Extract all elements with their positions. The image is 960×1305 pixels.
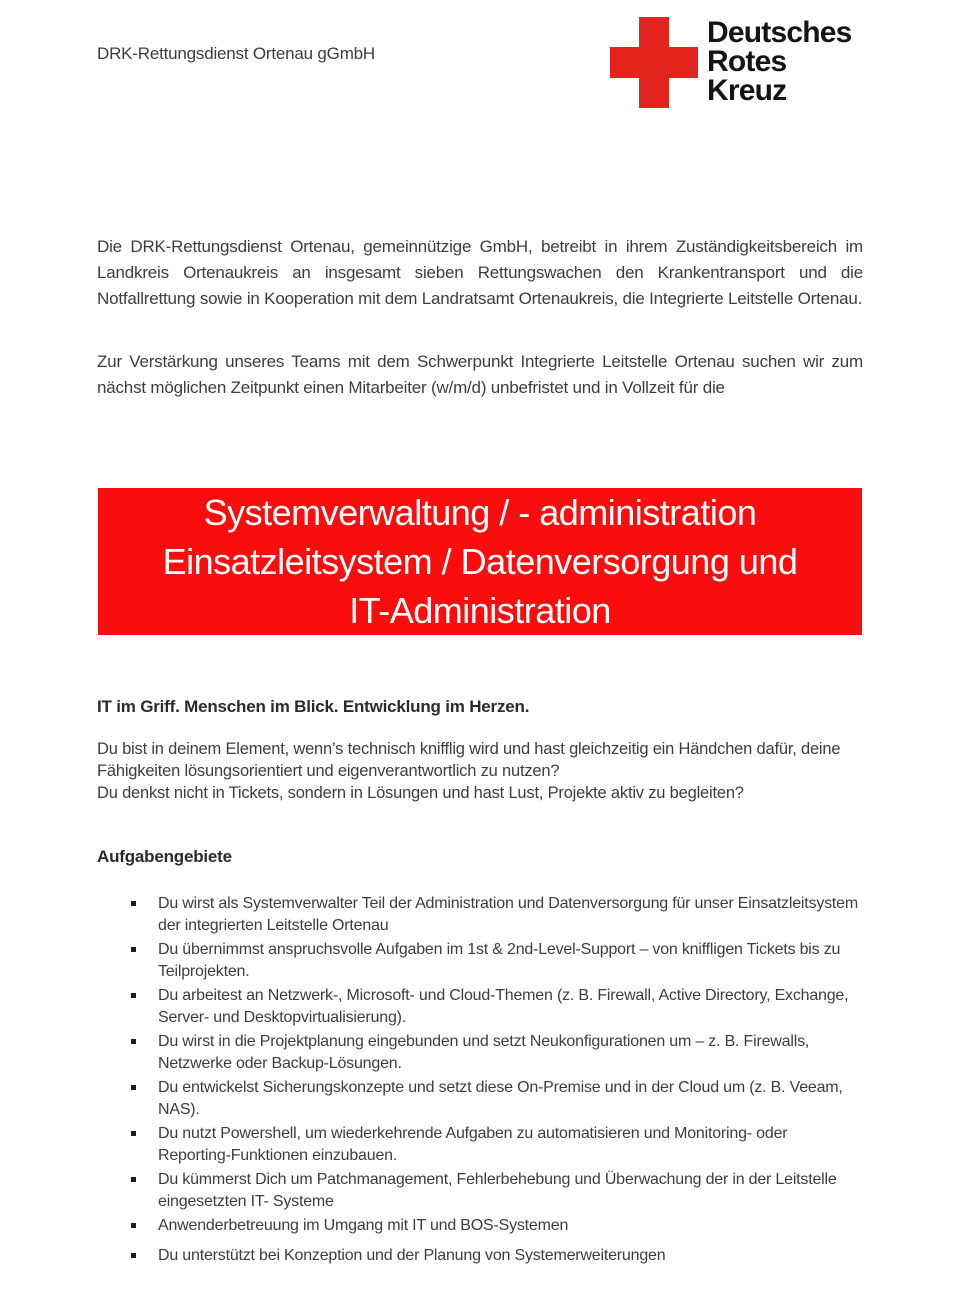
drk-logo <box>610 17 852 108</box>
task-item <box>131 1169 863 1213</box>
task-text: Du arbeitest an Netzwerk-, Microsoft- und Cloud-Themen (z. B. Firewall, Active Directory, Exchange, Server- und Desktopvirtualisierung). <box>158 987 849 1026</box>
job-title-line: IT-Administration <box>349 590 611 631</box>
task-item <box>131 1123 863 1167</box>
intro-paragraph-position: Zur Verstärkung unseres Teams mit dem Schwerpunkt Integrierte Leitstelle Ortenau suchen wir zum nächst möglichen Zeitpunkt einen Mitarbeiter (w/m/d) unbefristet und in Vollzeit für die <box>97 352 863 397</box>
intro-paragraph-company: Die DRK-Rettungsdienst Ortenau, gemeinnützige GmbH, betreibt in ihrem Zuständigkeitsbereich im Landkreis Ortenaukreis an insgesamt sieben Rettungswachen den Krankentransport und die Notfallrettung sowie in Kooperation mit dem Landratsamt Ortenaukreis, die Integrierte Leitstelle Ortenau. <box>97 237 863 308</box>
red-cross-icon <box>610 17 698 108</box>
tagline-heading: IT im Griff. Menschen im Blick. Entwicklung im Herzen. <box>97 697 530 716</box>
task-item <box>131 939 863 983</box>
red-cross-horizontal-bar <box>610 47 698 78</box>
task-item <box>131 893 863 937</box>
task-item <box>131 1245 863 1267</box>
job-title-line: Systemverwaltung / - administration <box>203 492 757 533</box>
task-text: Anwenderbetreuung im Umgang mit IT und BOS-Systemen <box>158 1217 569 1234</box>
task-item <box>131 1077 863 1121</box>
pitch-paragraph <box>97 739 867 804</box>
bullet-square-icon <box>131 1177 136 1182</box>
job-title-line: Einsatzleitsystem / Datenversorgung und <box>162 541 798 582</box>
bullet-square-icon <box>131 1085 136 1090</box>
logo-wordmark-line: Kreuz <box>707 74 787 107</box>
bullet-square-icon <box>131 947 136 952</box>
task-text: Du nutzt Powershell, um wiederkehrende Aufgaben zu automatisieren und Monitoring- oder Reporting-Funktionen einzubauen. <box>158 1125 788 1164</box>
task-text: Du kümmerst Dich um Patchmanagement, Fehlerbehebung und Überwachung der in der Leitstelle eingesetzten IT- Systeme <box>158 1171 837 1210</box>
logo-wordmark <box>707 18 852 105</box>
company-name: DRK-Rettungsdienst Ortenau gGmbH <box>97 44 376 63</box>
task-list <box>131 893 863 1275</box>
bullet-square-icon <box>131 1131 136 1136</box>
task-text: Du unterstützt bei Konzeption und der Planung von Systemerweiterungen <box>158 1247 666 1264</box>
job-title-banner <box>98 488 862 635</box>
task-item <box>131 985 863 1029</box>
bullet-square-icon <box>131 1223 136 1228</box>
task-text: Du wirst in die Projektplanung eingebunden und setzt Neukonfigurationen um – z. B. Firewalls, Netzwerke oder Backup-Lösungen. <box>158 1033 810 1072</box>
bullet-square-icon <box>131 1253 136 1258</box>
task-item <box>131 1031 863 1075</box>
task-item <box>131 1215 863 1237</box>
section-heading-aufgabengebiete: Aufgabengebiete <box>97 847 232 866</box>
pitch-line: Du bist in deinem Element, wenn’s technisch knifflig wird und hast gleichzeitig ein Händchen dafür, deine Fähigkeiten lösungsorientiert und eigenverantwortlich zu nutzen? <box>97 740 841 780</box>
logo-wordmark-line: Rotes <box>707 45 787 78</box>
task-text: Du wirst als Systemverwalter Teil der Administration und Datenversorgung für unser Einsatzleitsystem der integrierten Leitstelle Ortenau <box>158 895 859 934</box>
task-text: Du entwickelst Sicherungskonzepte und setzt diese On-Premise und in der Cloud um (z. B. Veeam, NAS). <box>158 1079 843 1118</box>
bullet-square-icon <box>131 901 136 906</box>
task-text: Du übernimmst anspruchsvolle Aufgaben im 1st & 2nd-Level-Support – von kniffligen Tickets bis zu Teilprojekten. <box>158 941 841 980</box>
bullet-square-icon <box>131 1039 136 1044</box>
bullet-square-icon <box>131 993 136 998</box>
logo-wordmark-line: Deutsches <box>707 16 852 49</box>
pitch-line: Du denkst nicht in Tickets, sondern in Lösungen und hast Lust, Projekte aktiv zu begleiten? <box>97 783 744 802</box>
